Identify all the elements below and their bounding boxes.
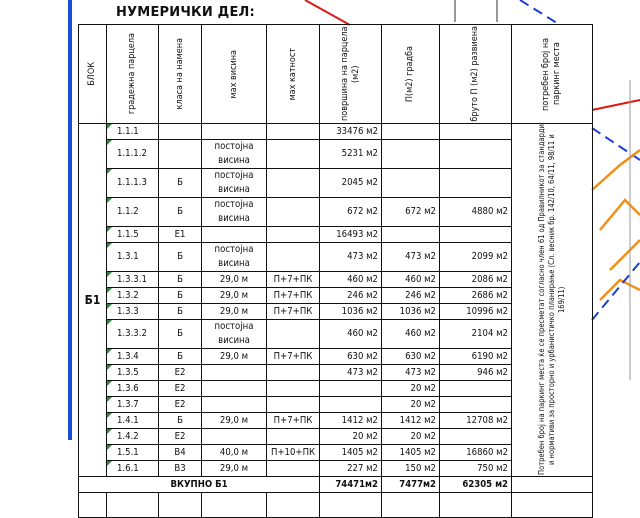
katnost-cell [267, 169, 320, 198]
katnost-cell [267, 198, 320, 227]
parcel-cell: 1.4.2 [107, 429, 159, 445]
gradba-cell: 473 м2 [382, 365, 440, 381]
gradba-cell [382, 124, 440, 140]
bruto-cell [440, 227, 512, 243]
visina-cell [202, 365, 267, 381]
total-label: ВКУПНО Б1 [79, 477, 320, 493]
klasa-cell: Б [159, 304, 202, 320]
bruto-cell [440, 397, 512, 413]
visina-cell: постојна висина [202, 198, 267, 227]
katnost-cell: П+7+ПК [267, 413, 320, 429]
povrsina-cell: 672 м2 [320, 198, 382, 227]
gradba-cell [382, 227, 440, 243]
katnost-cell [267, 461, 320, 477]
table-row [79, 124, 593, 140]
klasa-cell: Б [159, 288, 202, 304]
povrsina-cell: 227 м2 [320, 461, 382, 477]
page-title: НУМЕРИЧКИ ДЕЛ: [116, 5, 255, 20]
parcel-cell: 1.3.3 [107, 304, 159, 320]
bruto-cell [440, 429, 512, 445]
povrsina-cell: 630 м2 [320, 349, 382, 365]
gradba-cell: 150 м2 [382, 461, 440, 477]
parcel-cell: 1.1.2 [107, 198, 159, 227]
header-label: градежна парцела [127, 33, 137, 115]
gradba-cell: 20 м2 [382, 429, 440, 445]
header-cell [159, 25, 202, 124]
klasa-cell: Б [159, 320, 202, 349]
total-gradba: 7477м2 [382, 477, 440, 493]
povrsina-cell: 2045 м2 [320, 169, 382, 198]
header-cell [382, 25, 440, 124]
header-label: БЛОК [87, 62, 97, 86]
katnost-cell [267, 381, 320, 397]
visina-cell: 29,0 м [202, 413, 267, 429]
sheet-border [68, 0, 72, 440]
visina-cell: постојна висина [202, 169, 267, 198]
gradba-cell: 672 м2 [382, 198, 440, 227]
povrsina-cell: 1036 м2 [320, 304, 382, 320]
bruto-cell: 750 м2 [440, 461, 512, 477]
klasa-cell: Е2 [159, 397, 202, 413]
gradba-cell: 460 м2 [382, 272, 440, 288]
header-cell [440, 25, 512, 124]
bruto-cell: 2104 м2 [440, 320, 512, 349]
povrsina-cell: 473 м2 [320, 243, 382, 272]
klasa-cell: В4 [159, 445, 202, 461]
header-label: површина на парцела (м2) [339, 26, 361, 122]
klasa-cell: Б [159, 413, 202, 429]
parcel-cell: 1.1.1.3 [107, 169, 159, 198]
bruto-cell: 4880 м2 [440, 198, 512, 227]
block-cell: Б1 [79, 124, 107, 477]
katnost-cell [267, 227, 320, 243]
visina-cell: 40,0 м [202, 445, 267, 461]
visina-cell: постојна висина [202, 320, 267, 349]
bruto-cell: 12708 м2 [440, 413, 512, 429]
katnost-cell [267, 365, 320, 381]
bruto-cell: 16860 м2 [440, 445, 512, 461]
visina-cell [202, 381, 267, 397]
header-label: бруто П (м2) развиена [470, 26, 480, 122]
bruto-cell: 2099 м2 [440, 243, 512, 272]
parking-note-cell [512, 124, 593, 477]
header-cell [512, 25, 593, 124]
gradba-cell: 460 м2 [382, 320, 440, 349]
klasa-cell: Е2 [159, 381, 202, 397]
klasa-cell: Б [159, 349, 202, 365]
parcel-cell: 1.1.1.2 [107, 140, 159, 169]
katnost-cell [267, 320, 320, 349]
bruto-cell: 6190 м2 [440, 349, 512, 365]
klasa-cell: Б [159, 243, 202, 272]
gradba-cell: 1412 м2 [382, 413, 440, 429]
header-cell [107, 25, 159, 124]
parcel-cell: 1.3.4 [107, 349, 159, 365]
next-table-cell [382, 493, 440, 518]
povrsina-cell: 33476 м2 [320, 124, 382, 140]
gradba-cell: 20 м2 [382, 381, 440, 397]
visina-cell: 29,0 м [202, 272, 267, 288]
klasa-cell: Б [159, 198, 202, 227]
povrsina-cell: 16493 м2 [320, 227, 382, 243]
parcel-cell: 1.3.2 [107, 288, 159, 304]
klasa-cell: В3 [159, 461, 202, 477]
gradba-cell: 1036 м2 [382, 304, 440, 320]
visina-cell [202, 397, 267, 413]
table-body [79, 124, 593, 518]
parcel-cell: 1.3.3.1 [107, 272, 159, 288]
gradba-cell: 20 м2 [382, 397, 440, 413]
total-bruto: 62305 м2 [440, 477, 512, 493]
header-cell [320, 25, 382, 124]
gradba-cell [382, 169, 440, 198]
klasa-cell: Б [159, 169, 202, 198]
povrsina-cell: 473 м2 [320, 365, 382, 381]
povrsina-cell [320, 381, 382, 397]
klasa-cell: Е2 [159, 429, 202, 445]
katnost-cell: П+7+ПК [267, 304, 320, 320]
parcel-cell: 1.3.6 [107, 381, 159, 397]
gradba-cell: 630 м2 [382, 349, 440, 365]
header-label: мах катност [287, 47, 298, 101]
parcel-cell: 1.1.5 [107, 227, 159, 243]
next-table-cell [267, 493, 320, 518]
gradba-cell: 1405 м2 [382, 445, 440, 461]
data-table [78, 24, 593, 518]
katnost-cell [267, 243, 320, 272]
visina-cell: постојна висина [202, 140, 267, 169]
povrsina-cell: 5231 м2 [320, 140, 382, 169]
next-table-cell [79, 493, 107, 518]
katnost-cell [267, 140, 320, 169]
total-row [79, 477, 593, 493]
gradba-cell: 473 м2 [382, 243, 440, 272]
povrsina-cell [320, 397, 382, 413]
next-table-cell [320, 493, 382, 518]
visina-cell: 29,0 м [202, 349, 267, 365]
parcel-cell: 1.6.1 [107, 461, 159, 477]
gradba-cell [382, 140, 440, 169]
bruto-cell: 10996 м2 [440, 304, 512, 320]
parking-note: Потребен број на паркинг места ќе се пресметат согласно член 61 од Правилникот за стандарди и нормативи за просторно и урбанистичко планирање (Сл. весник бр. 142/10, 64/11, 98/11 и 169/11) [537, 124, 566, 476]
parcel-cell: 1.5.1 [107, 445, 159, 461]
katnost-cell: П+10+ПК [267, 445, 320, 461]
visina-cell [202, 227, 267, 243]
header-cell [79, 25, 107, 124]
next-table-cell [107, 493, 159, 518]
povrsina-cell: 246 м2 [320, 288, 382, 304]
parcel-cell: 1.3.1 [107, 243, 159, 272]
parcel-cell: 1.3.3.2 [107, 320, 159, 349]
povrsina-cell: 460 м2 [320, 320, 382, 349]
katnost-cell: П+7+ПК [267, 349, 320, 365]
next-table-cell [440, 493, 512, 518]
header-label: П(м2) градба [405, 45, 415, 103]
header-cell [202, 25, 267, 124]
header-label: потребен број на паркинг места [541, 37, 562, 111]
katnost-cell: П+7+ПК [267, 288, 320, 304]
next-table-header-row [79, 493, 593, 518]
next-table-cell [202, 493, 267, 518]
visina-cell: 29,0 м [202, 288, 267, 304]
parcel-cell: 1.3.5 [107, 365, 159, 381]
header-cell [267, 25, 320, 124]
povrsina-cell: 460 м2 [320, 272, 382, 288]
visina-cell [202, 124, 267, 140]
bruto-cell: 2686 м2 [440, 288, 512, 304]
povrsina-cell: 1405 м2 [320, 445, 382, 461]
klasa-cell [159, 124, 202, 140]
parcel-cell: 1.4.1 [107, 413, 159, 429]
klasa-cell [159, 140, 202, 169]
visina-cell [202, 429, 267, 445]
total-povrsina: 74471м2 [320, 477, 382, 493]
next-table-cell [512, 493, 593, 518]
katnost-cell [267, 429, 320, 445]
bruto-cell [440, 169, 512, 198]
visina-cell: постојна висина [202, 243, 267, 272]
header-label: класа на намена [174, 38, 185, 110]
visina-cell: 29,0 м [202, 461, 267, 477]
povrsina-cell: 1412 м2 [320, 413, 382, 429]
gradba-cell: 246 м2 [382, 288, 440, 304]
klasa-cell: Е2 [159, 365, 202, 381]
katnost-cell: П+7+ПК [267, 272, 320, 288]
bruto-cell: 2086 м2 [440, 272, 512, 288]
parcel-cell: 1.1.1 [107, 124, 159, 140]
header-label: мах висина [228, 49, 239, 99]
total-empty-cell [512, 477, 593, 493]
klasa-cell: Е1 [159, 227, 202, 243]
parcel-cell: 1.3.7 [107, 397, 159, 413]
bruto-cell [440, 381, 512, 397]
bruto-cell: 946 м2 [440, 365, 512, 381]
katnost-cell [267, 397, 320, 413]
povrsina-cell: 20 м2 [320, 429, 382, 445]
katnost-cell [267, 124, 320, 140]
visina-cell: 29,0 м [202, 304, 267, 320]
klasa-cell: Б [159, 272, 202, 288]
header-row [79, 25, 593, 124]
bruto-cell [440, 124, 512, 140]
next-table-cell [159, 493, 202, 518]
bruto-cell [440, 140, 512, 169]
